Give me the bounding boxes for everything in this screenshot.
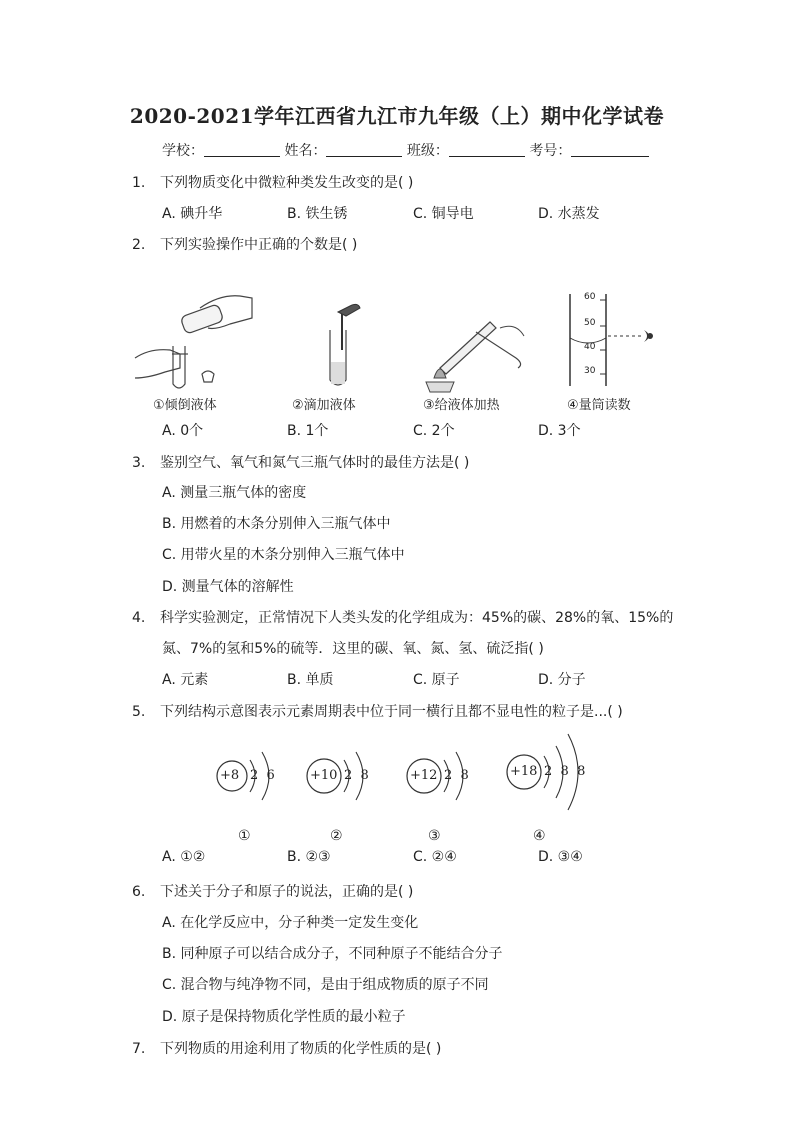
q1-option-c[interactable]: C. 铜导电 <box>413 206 474 222</box>
question-4 <box>132 607 673 627</box>
dropping-liquid-figure <box>300 298 380 393</box>
question-5 <box>132 701 623 721</box>
atom-label-2: ② <box>330 828 343 844</box>
q2-option-a[interactable]: A. 0个 <box>162 423 204 439</box>
question-number: 5. <box>132 704 146 720</box>
atom-3-shells: 2 8 <box>444 768 469 783</box>
atom-4-shells: 2 8 8 <box>544 764 586 779</box>
figure-label-4: ④量筒读数 <box>567 398 631 413</box>
school-blank[interactable] <box>204 142 280 157</box>
school-label: 学校： <box>162 143 204 159</box>
student-info-row <box>162 140 649 160</box>
measuring-cylinder-figure <box>560 290 670 390</box>
q1-option-a[interactable]: A. 碘升华 <box>162 206 223 222</box>
question-text-line1: 科学实验测定，正常情况下人类头发的化学组成为：45%的碳、28%的氧、15%的 <box>160 610 674 626</box>
q3-option-a[interactable]: A. 测量三瓶气体的密度 <box>162 485 307 501</box>
question-text: 下列物质变化中微粒种类发生改变的是( ) <box>160 175 414 191</box>
q2-option-c[interactable]: C. 2个 <box>413 423 455 439</box>
question-number: 6. <box>132 884 146 900</box>
q5-option-a[interactable]: A. ①② <box>162 849 206 865</box>
question-number: 7. <box>132 1041 146 1057</box>
q6-option-c[interactable]: C. 混合物与纯净物不同，是由于组成物质的原子不同 <box>162 977 489 993</box>
q2-option-b[interactable]: B. 1个 <box>287 423 329 439</box>
atom-2-nucleus: +10 <box>310 768 338 783</box>
question-text: 下列实验操作中正确的个数是( ) <box>160 237 358 253</box>
cylinder-tick-60: 60 <box>584 292 596 302</box>
q6-option-b[interactable]: B. 同种原子可以结合成分子，不同种原子不能结合分子 <box>162 946 503 962</box>
atom-4-nucleus: +18 <box>510 764 538 779</box>
cylinder-tick-40: 40 <box>584 342 596 352</box>
atom-label-4: ④ <box>533 828 546 844</box>
cylinder-tick-30: 30 <box>584 366 596 376</box>
q6-option-d[interactable]: D. 原子是保持物质化学性质的最小粒子 <box>162 1009 406 1025</box>
q5-option-d[interactable]: D. ③④ <box>538 849 583 865</box>
q4-option-c[interactable]: C. 原子 <box>413 672 460 688</box>
atom-label-3: ③ <box>428 828 441 844</box>
heating-liquid-figure <box>420 308 530 396</box>
exam-no-label: 考号： <box>529 143 572 159</box>
q3-option-c[interactable]: C. 用带火星的木条分别伸入三瓶气体中 <box>162 547 405 563</box>
q5-option-c[interactable]: C. ②④ <box>413 849 457 865</box>
q2-option-d[interactable]: D. 3个 <box>538 423 581 439</box>
name-label: 姓名： <box>284 143 327 159</box>
atom-label-1: ① <box>238 828 251 844</box>
pouring-liquid-figure <box>130 288 260 393</box>
question-text: 鉴别空气、氧气和氮气三瓶气体时的最佳方法是( ) <box>160 455 470 471</box>
question-number: 1. <box>132 175 146 191</box>
q4-option-b[interactable]: B. 单质 <box>287 672 334 688</box>
q4-option-a[interactable]: A. 元素 <box>162 672 209 688</box>
question-7 <box>132 1038 441 1058</box>
name-blank[interactable] <box>326 142 402 157</box>
q3-option-d[interactable]: D. 测量气体的溶解性 <box>162 579 294 595</box>
question-2 <box>132 234 357 254</box>
question-3 <box>132 452 469 472</box>
cylinder-tick-50: 50 <box>584 318 596 328</box>
q4-option-d[interactable]: D. 分子 <box>538 672 586 688</box>
question-4-text-line2: 氮、7%的氢和5%的硫等．这里的碳、氧、氮、氢、硫泛指( ) <box>162 641 544 657</box>
q3-option-b[interactable]: B. 用燃着的木条分别伸入三瓶气体中 <box>162 516 391 532</box>
class-label: 班级： <box>406 143 449 159</box>
q6-option-a[interactable]: A. 在化学反应中，分子种类一定发生变化 <box>162 915 419 931</box>
q1-option-b[interactable]: B. 铁生锈 <box>287 206 348 222</box>
figure-label-1: ①倾倒液体 <box>153 398 217 413</box>
exam-no-blank[interactable] <box>571 142 649 157</box>
atom-1-shells: 2 6 <box>250 768 275 783</box>
question-number: 4. <box>132 610 146 626</box>
exam-title: 2020-2021学年江西省九江市九年级（上）期中化学试卷 <box>129 104 665 128</box>
figure-label-2: ②滴加液体 <box>292 398 356 413</box>
question-text: 下列结构示意图表示元素周期表中位于同一横行且都不显电性的粒子是...( ) <box>160 704 623 720</box>
class-blank[interactable] <box>449 142 525 157</box>
question-6 <box>132 881 413 901</box>
question-number: 2. <box>132 237 146 253</box>
question-1 <box>132 172 413 192</box>
atom-2-shells: 2 8 <box>344 768 369 783</box>
question-text: 下列物质的用途利用了物质的化学性质的是( ) <box>160 1041 442 1057</box>
figure-label-3: ③给液体加热 <box>423 398 500 413</box>
atom-3-nucleus: +12 <box>410 768 438 783</box>
q1-option-d[interactable]: D. 水蒸发 <box>538 206 600 222</box>
q5-option-b[interactable]: B. ②③ <box>287 849 331 865</box>
question-number: 3. <box>132 455 146 471</box>
atom-1-nucleus: +8 <box>220 768 240 783</box>
question-text: 下述关于分子和原子的说法，正确的是( ) <box>160 884 414 900</box>
